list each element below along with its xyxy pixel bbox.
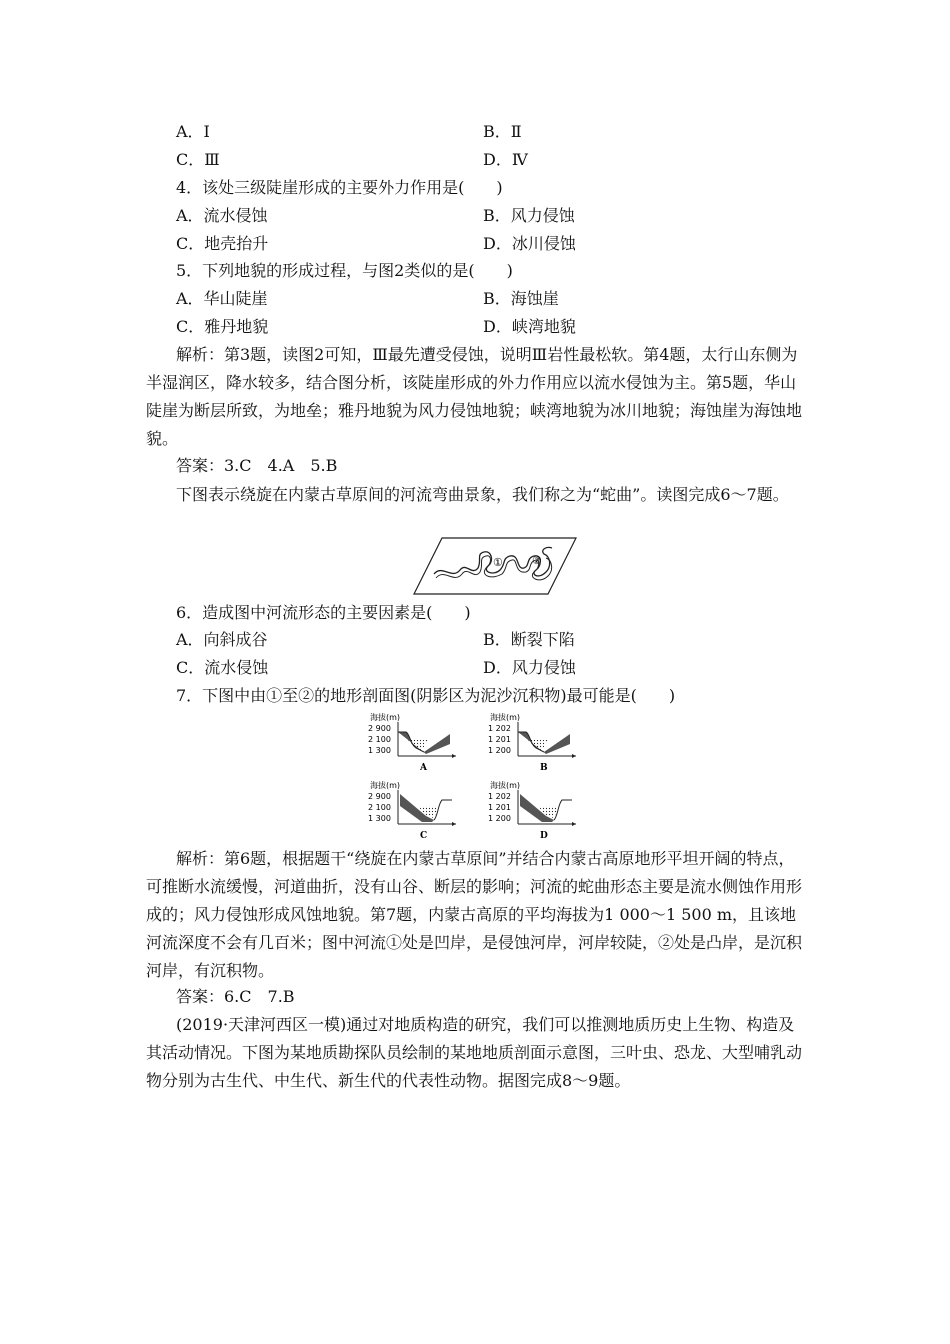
profile-c-ylabel: 海拔(m) [370,781,401,790]
profile-a-tick-1: 2 900 [368,724,391,733]
answer-6-7: 答案：6.C 7.B [176,987,295,1006]
q5-option-a: A．华山陡崖 [176,289,268,308]
q3-option-b: B．Ⅱ [483,122,522,141]
q3-option-a: A．Ⅰ [176,122,210,141]
q5-option-b: B．海蚀崖 [483,289,559,308]
analysis-6-7: 解析：第6题，根据题干“绕旋在内蒙古草原间”并结合内蒙古高原地形平坦开阔的特点，可推断水流缓慢，河道曲折，没有山谷、断层的影响；河流的蛇曲形态主要是流水侧蚀作用形成的；风力侵蚀形成风蚀地貌。第7题，内蒙古高原的平均海拔为1 000～1 500 m，且该地河流深度不会有几百米；图中河流①处是凹岸，是侵蚀河岸，河岸较陡，②处是凸岸，是沉积河岸，有沉积物。 [146,849,803,980]
profile-a-arrow [452,754,456,758]
marker-1: ① [493,556,503,569]
profile-d-tick-3: 1 200 [488,814,511,823]
q7-stem: 7．下图中由①至②的地形剖面图(阴影区为泥沙沉积物)最可能是( ) [176,686,676,705]
profile-panel-d [488,780,576,841]
profile-c-label: C [420,831,428,841]
profile-a-label: A [420,763,427,773]
q4-option-d: D．冰川侵蚀 [483,234,576,253]
profile-d-arrow [572,822,576,826]
profile-b-tick-1: 1 202 [488,724,511,733]
profile-a-ylabel: 海拔(m) [370,713,401,722]
profile-b-ylabel: 海拔(m) [490,713,521,722]
q6-stem: 6．造成图中河流形态的主要因素是( ) [176,603,471,622]
q3-option-c: C．Ⅲ [176,150,220,169]
marker-2: ② [532,554,542,567]
profile-c-tick-2: 2 100 [368,803,391,812]
q3-option-d: D．Ⅳ [483,150,528,169]
q6-option-d: D．风力侵蚀 [483,658,576,677]
answer-3-5: 答案：3.C 4.A 5.B [176,456,338,475]
profile-panel-c [368,780,456,841]
profile-a-tick-3: 1 300 [368,746,391,755]
profile-d-tick-1: 1 202 [488,792,511,801]
q4-option-c: C．地壳抬升 [176,234,269,253]
q4-option-b: B．风力侵蚀 [483,206,575,225]
profile-c-arrow [452,822,456,826]
profile-figures [368,712,588,844]
profile-d-label: D [540,831,548,841]
profile-panel-a [368,712,456,773]
q6-option-b: B．断裂下陷 [483,630,575,649]
profile-b-tick-3: 1 200 [488,746,511,755]
intro-6-7: 下图表示绕旋在内蒙古草原间的河流弯曲景象，我们称之为“蛇曲”。读图完成6～7题。 [176,485,789,504]
q5-stem: 5．下列地貌的形成过程，与图2类似的是( ) [176,261,513,280]
profile-a-tick-2: 2 100 [368,735,391,744]
profile-b-label: B [540,763,548,773]
q5-option-c: C．雅丹地貌 [176,317,269,336]
analysis-3-5: 解析：第3题，读图2可知，Ⅲ最先遭受侵蚀，说明Ⅲ岩性最松软。第4题，太行山东侧为半湿润区，降水较多，结合图分析，该陡崖形成的外力作用应以流水侵蚀为主。第5题，华山陡崖为断层所致，为地垒；雅丹地貌为风力侵蚀地貌；峡湾地貌为冰川地貌；海蚀崖为海蚀地貌。 [146,345,803,448]
profile-c-tick-3: 1 300 [368,814,391,823]
q4-stem: 4．该处三级陡崖形成的主要外力作用是( ) [176,178,503,197]
river-meander-figure [412,536,578,598]
q6-option-c: C．流水侵蚀 [176,658,269,677]
q4-option-a: A．流水侵蚀 [176,206,268,225]
profile-b-tick-2: 1 201 [488,735,511,744]
profile-b-arrow [572,754,576,758]
profile-d-tick-2: 1 201 [488,803,511,812]
intro-8-9: (2019·天津河西区一模)通过对地质构造的研究，我们可以推测地质历史上生物、构造及其活动情况。下图为某地质勘探队员绘制的某地地质剖面示意图，三叶虫、恐龙、大型哺乳动物分别为古生代、中生代、新生代的代表性动物。据图完成8～9题。 [146,1015,803,1090]
profile-c-tick-1: 2 900 [368,792,391,801]
q6-option-a: A．向斜成谷 [176,630,268,649]
q5-option-d: D．峡湾地貌 [483,317,576,336]
profile-panel-b [488,712,576,773]
profile-d-ylabel: 海拔(m) [490,781,521,790]
